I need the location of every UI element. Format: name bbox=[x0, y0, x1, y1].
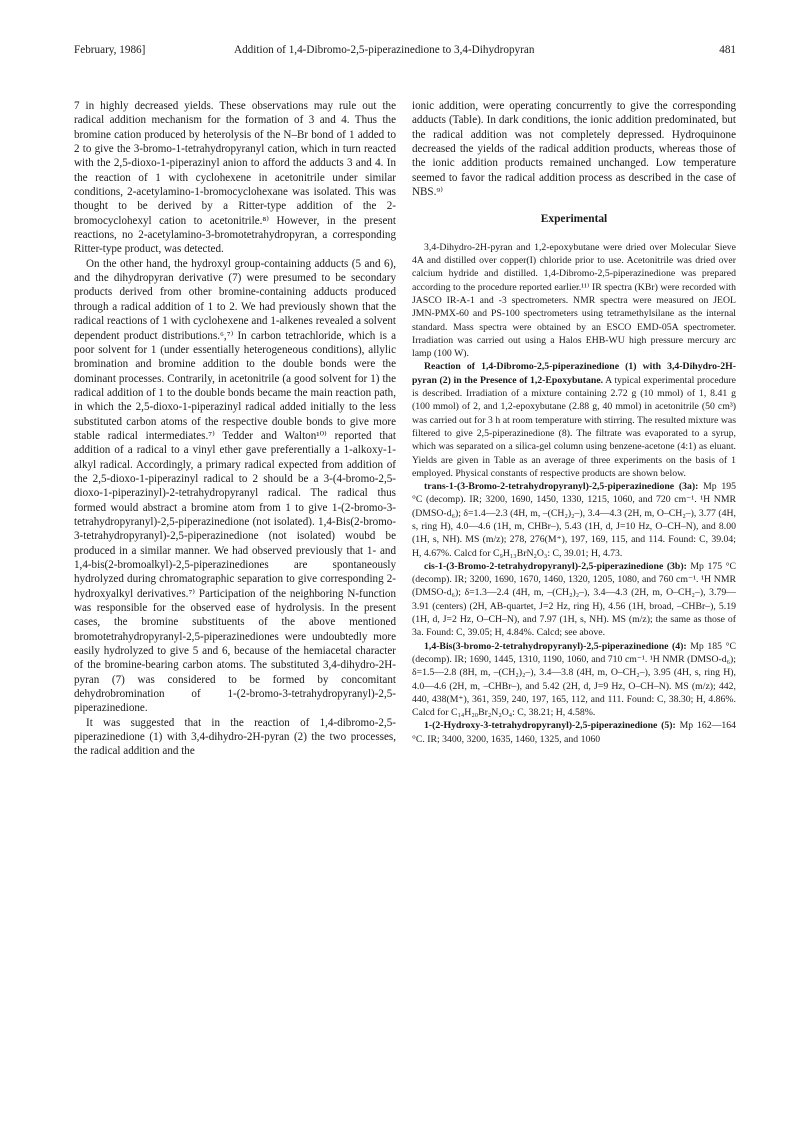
paragraph: ionic addition, were operating concurrently to give the corresponding adducts (Table). In dark conditions, the ionic addition predominated, but the radical addition was not completely depressed. Hydroquinone decreased the yields of the radical addition products, whereas those of the ionic addition products remained unchanged. Low temperature seemed to favor the radical addition process as described in the case of NBS.⁹⁾ bbox=[412, 100, 736, 199]
compound-entry bbox=[412, 560, 736, 640]
compound-heading: 1,4-Bis(3-bromo-2-tetrahydropyranyl)-2,5-piperazinedione (4): bbox=[424, 640, 687, 652]
compound-data: Mp 175 °C (decomp). IR; 3200, 1690, 1670, 1460, 1320, 1205, 1080, and 760 cm⁻¹. ¹H NMR (DMSO-d₆); δ=1.3—2.4 (4H, m, –(CH₂)₂–), 3.4—4.3 (2H, m, O–CH₂–), 3.79—3.91 (centers) (2H, AB-quartet, J=2 Hz, ring H), 4.56 (1H, broad, –CHBr–), 5.19 (1H, d, J=2 Hz, O–CH–N), and 7.97 (1H, s, NH). MS (m/z); the same as those of 3a. Found: C, 39.05; H, 4.84%. Calcd; see above. bbox=[412, 560, 736, 639]
compound-data: Mp 195 °C (decomp). IR; 3200, 1690, 1450, 1330, 1215, 1060, and 720 cm⁻¹. ¹H NMR (DMSO-d₆); δ=1.4—2.3 (4H, m, –(CH₂)₂–), 3.4—4.3 (2H, m, O–CH₂–), 3.77 (4H, s, ring H), 4.0—4.6 (1H, m, CHBr–), 5.43 (1H, d, J=10 Hz, O–CH–N), and 8.00 (1H, s, NH). MS (m/z); 278, 276(M⁺), 197, 169, 115, and 114. Found: C, 39.04; H, 4.67%. Calcd for C₉H₁₃BrN₂O₃: C, 39.01; H, 4.73. bbox=[412, 481, 736, 559]
compound-heading: 1-(2-Hydroxy-3-tetrahydropyranyl)-2,5-piperazinedione (5): bbox=[424, 720, 676, 732]
experimental-section bbox=[412, 241, 736, 746]
compound-entry bbox=[412, 719, 736, 746]
compound-heading: trans-1-(3-Bromo-2-tetrahydropyranyl)-2,5-piperazinedione (3a): bbox=[424, 481, 699, 493]
left-column bbox=[74, 99, 396, 759]
experimental-paragraph: 3,4-Dihydro-2H-pyran and 1,2-epoxybutane were dried over Molecular Sieve 4A and distilled over copper(I) chloride prior to use. Acetonitrile was dried over calcium hydride and distilled. 1,4-Dibromo-2,5-piperazinedione was prepared according to the procedure reported earlier.¹¹⁾ IR spectra (KBr) were recorded with JASCO IR-A-1 and -3 spectrometers. NMR spectra were measured on JEOL JMN-PMX-60 and PS-100 spectrometers using tetramethylsilane as the internal standard. Mass spectra were obtained by an ESCO EMD-05A spectrometer. Irradiation was carried out using a Halos EHB-WU high pressure mercury arc lamp (100 W). bbox=[412, 241, 736, 360]
page-number: 481 bbox=[719, 44, 736, 56]
issue-date: February, 1986] bbox=[74, 44, 146, 56]
procedure-text: A typical experimental procedure is described. Irradiation of a mixture containing 2.72 g (10 mmol) of 1, 8.41 g (100 mmol) of 2, and 1,2-epoxybutane (2.88 g, 40 mmol) in acetonitrile (50 cm³) was carried out for 3 h at room temperature with stirring. The resulted mixture was filtered to give 2,5-piperazinedione (8). The filtrate was evaporated to a syrup, which was separated on a silica-gel column using benzene-acetone (4:1) as eluant. Yields are given in Table as an average of three experiments on the basis of 1 employed. Physical constants of respective products are shown below. bbox=[412, 374, 736, 479]
paragraph: 7 in highly decreased yields. These observations may rule out the radical addition mechanism for the formation of 3 and 4. Thus the bromine cation produced by heterolysis of the N–Br bond of 1 added to 2 to give the 3-bromo-1-tetrahydropyranyl cation, which in turn reacted with the 2,5-dioxo-1-piperazinyl anion to afford the adducts 3 and 4. In the reaction of 1 with cyclohexene in acetonitrile under similar conditions, 2-acetylamino-1-bromocyclohexane was isolated. This was thought to be derived by a Ritter-type addition of the 2-bromocyclohexyl cation to acetonitrile.⁸⁾ However, in the present reactions, no 2-acetylamino-3-bromotetrahydropyran, a corresponding Ritter-type product, was detected. bbox=[74, 100, 396, 256]
compound-data: Mp 185 °C (decomp). IR; 1690, 1445, 1310, 1190, 1060, and 710 cm⁻¹. ¹H NMR (DMSO-d₆); δ=1.5—2.8 (8H, m, –(CH₂)₂–), 3.4—3.8 (4H, m, O–CH₂–), 3.95 (4H, s, ring H), 4.0—4.6 (2H, m, –CHBr–), and 5.42 (2H, d, J=9 Hz, O–CH–N). MS (m/z); 442, 440, 438(M⁺), 361, 359, 240, 197, 165, 112, and 111. Found: C, 38.30; H, 4.86%. Calcd for C₁₄H₂₀Br₂N₂O₄: C, 38.21; H, 4.58%. bbox=[412, 640, 736, 719]
paragraph: On the other hand, the hydroxyl group-containing adducts (5 and 6), and the dihydropyran derivative (7) were presumed to be secondary products derived from other bromine-containing adducts produced through a radical addition of 1 to 2. We had previously shown that the radical reactions of 1 with cyclohexene and 1-alkenes revealed a solvent dependent product distributions.⁶,⁷⁾ In carbon tetrachloride, which is a poor solvent for 1 (under essentially heterogeneous conditions), allylic bromination and bromine addition to the double bonds were the dominant processes. Contrarily, in acetonitrile (a good solvent for 1) the radical addition of 1 to the double bonds became the main reaction path, in which the 2,5-dioxo-1-piperazinyl radical added initially to the less substituted carbon atoms of the respective double bonds to give more stable radical intermediates.⁷⁾ Tedder and Walton¹⁰⁾ reported that addition of a radical to a vinyl ether gave preferentially a 1-alkoxy-1-alkyl radical. Accordingly, a primary radical expected from addition of the 2,5-dioxo-1-piperazinyl radical to 2 should be a 3-(4-bromo-2,5-dioxo-1-piperazinyl)-2-tetrahydropyranyl radical. The radical thus formed would abstract a bromine atom from 1 to give 1-(2-bromo-3-tetrahydropyranyl)-2,5-piperazinedione (not isolated). 1,4-Bis(2-bromo-3-tetrahydropyranyl)-2,5-piperazinedione (not isolated) woubd be produced in a similar manner. We had observed previously that 1- and 1,4-bis(2-bromoalkyl)-2,5-piperazinediones are spontaneously hydrolyzed during chromatographic separation to give corresponding 2-hydroxyalkyl derivatives.⁷⁾ Participation of the neighboring N-function was responsible for the observed ease of hydrolysis. In the present cases, the bromine substituents of the above mentioned bromotetrahydropyranyl-2,5-piperazinediones were undoubtedly more easily hydrolyzed to give 5 and 6, because of the hemiacetal character of the bromine-bearing carbon atoms. The substituted 3,4-dihydro-2H-pyran (7) was considered to be formed by concomitant dehydrobromination of 1-(2-bromo-3-tetrahydropyranyl)-2,5-piperazinedione. bbox=[74, 257, 396, 715]
right-column bbox=[412, 99, 736, 746]
experimental-paragraph bbox=[412, 360, 736, 480]
procedure-heading: Reaction of 1,4-Dibromo-2,5-piperazinedione (1) with 3,4-Dihydro-2H-pyran (2) in the Presence of 1,2-Epoxybutane. bbox=[412, 361, 736, 386]
running-header bbox=[74, 44, 736, 62]
compound-heading: cis-1-(3-Bromo-2-tetrahydropyranyl)-2,5-piperazinedione (3b): bbox=[424, 560, 687, 572]
section-title-experimental: Experimental bbox=[540, 213, 608, 226]
paragraph: It was suggested that in the reaction of 1,4-dibromo-2,5-piperazinedione (1) with 3,4-dihydro-2H-pyran (2) the two processes, the radical addition and the bbox=[74, 716, 396, 758]
compound-entry bbox=[412, 640, 736, 720]
compound-entry bbox=[412, 480, 736, 560]
compound-data: Mp 162—164 °C. IR; 3400, 3200, 1635, 1460, 1325, and 1060 bbox=[412, 720, 736, 745]
running-title: Addition of 1,4-Dibromo-2,5-piperazinedione to 3,4-Dihydropyran bbox=[234, 44, 535, 56]
